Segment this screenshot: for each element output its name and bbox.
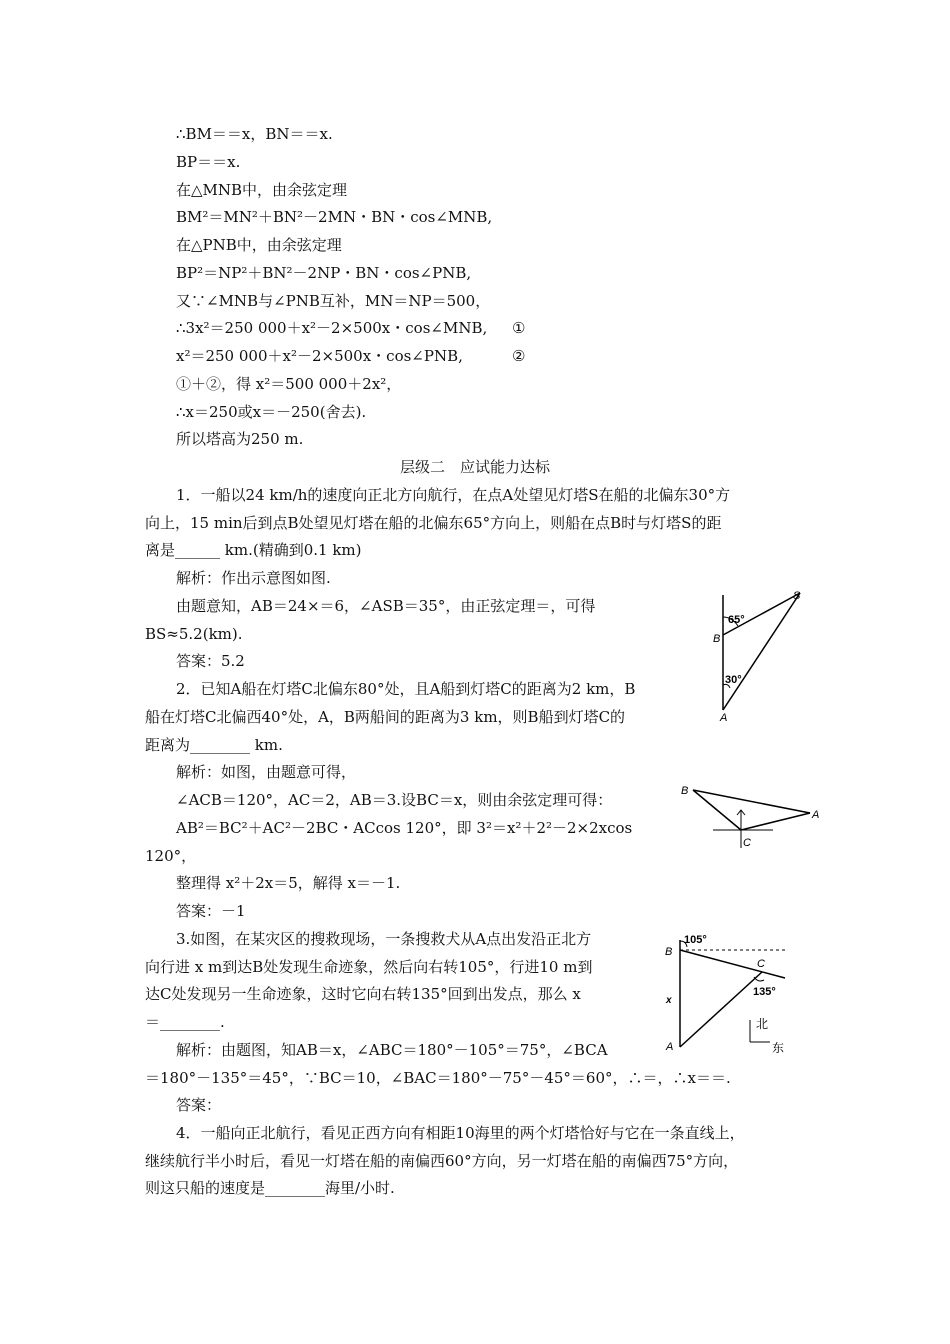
question-1-solution: BS≈5.2(km). bbox=[145, 625, 243, 643]
question-3-solution: ＝180°－135°＝45°，∵BC＝10，∠BAC＝180°－75°－45°＝60°，∴＝，∴x＝＝. bbox=[145, 1069, 731, 1087]
figure-3-angle-135: 135° bbox=[753, 986, 776, 998]
question-3-answer: 答案： bbox=[176, 1096, 222, 1114]
question-2-solution: 120°， bbox=[145, 847, 197, 865]
figure-2-label-c: C bbox=[743, 837, 751, 849]
solution-line: 在△PNB中，由余弦定理 bbox=[176, 236, 342, 254]
figure-3-east-label: 东 bbox=[772, 1041, 785, 1055]
solution-line: 所以塔高为250 m. bbox=[176, 430, 304, 448]
figure-1-label-s: S bbox=[793, 590, 801, 602]
question-4-line: 则这只船的速度是________海里/小时. bbox=[145, 1179, 395, 1197]
solution-line: 在△MNB中，由余弦定理 bbox=[176, 181, 348, 199]
question-3-solution: 解析：由题图，知AB＝x，∠ABC＝180°－105°＝75°，∠BCA bbox=[176, 1041, 608, 1059]
figure-2-label-b: B bbox=[681, 785, 689, 797]
question-1-solution: 解析：作出示意图如图. bbox=[176, 569, 331, 587]
figure-1-angle-30: 30° bbox=[725, 674, 742, 686]
figure-3-label-x: x bbox=[666, 995, 672, 1006]
solution-line: BP＝＝x. bbox=[176, 153, 241, 171]
question-1-answer: 答案：5.2 bbox=[176, 652, 245, 670]
solution-line: ∴x＝250或x＝－250(舍去). bbox=[176, 403, 367, 421]
figure-1-label-a: A bbox=[720, 712, 728, 724]
question-2-solution: AB²＝BC²＋AC²－2BC・ACcos 120°，即 3²＝x²＋2²－2×2xcos bbox=[176, 819, 633, 837]
figure-3-label-a: A bbox=[666, 1041, 674, 1053]
question-1-line: 向上，15 min后到点B处望见灯塔在船的北偏东65°方向上，则船在点B时与灯塔S的距 bbox=[145, 514, 722, 532]
question-4-line: 继续航行半小时后，看见一灯塔在船的南偏西60°方向，另一灯塔在船的南偏西75°方向， bbox=[145, 1152, 739, 1170]
figure-2-triangle bbox=[678, 780, 828, 855]
question-4-line: 4．一船向正北航行，看见正西方向有相距10海里的两个灯塔恰好与它在一条直线上， bbox=[176, 1124, 745, 1142]
solution-line: ∴BM＝＝x，BN＝＝x. bbox=[176, 125, 333, 143]
question-1-line: 1．一船以24 km/h的速度向正北方向航行，在点A处望见灯塔S在船的北偏东30°方 bbox=[176, 486, 731, 504]
figure-3-angle-105: 105° bbox=[684, 934, 707, 946]
equation-mark-2: ② bbox=[512, 347, 526, 365]
figure-1-triangle bbox=[710, 585, 820, 725]
question-2-solution: 整理得 x²＋2x＝5，解得 x＝－1. bbox=[176, 874, 401, 892]
solution-line: 又∵∠MNB与∠PNB互补，MN＝NP＝500， bbox=[176, 292, 491, 310]
figure-3-triangle bbox=[660, 925, 795, 1055]
question-1-line: 离是______ km.(精确到0.1 km) bbox=[145, 541, 362, 559]
figure-2-label-a: A bbox=[812, 809, 820, 821]
question-3-line: 3.如图，在某灾区的搜救现场，一条搜救犬从A点出发沿正北方 bbox=[176, 930, 592, 948]
question-2-line: 2．已知A船在灯塔C北偏东80°处，且A船到灯塔C的距离为2 km，B bbox=[176, 680, 636, 698]
equation-mark-1: ① bbox=[512, 319, 526, 337]
question-2-line: 距离为________ km. bbox=[145, 736, 283, 754]
solution-line: ∴3x²＝250 000＋x²－2×500x・cos∠MNB, bbox=[176, 319, 488, 337]
figure-3-label-b: B bbox=[665, 946, 673, 958]
question-3-line: 向行进 x m到达B处发现生命迹象，然后向右转105°，行进10 m到 bbox=[145, 958, 593, 976]
question-2-solution: ∠ACB＝120°，AC＝2，AB＝3.设BC＝x，则由余弦定理可得： bbox=[176, 791, 613, 809]
solution-line: ①＋②，得 x²＝500 000＋2x²， bbox=[176, 375, 402, 393]
figure-1-angle-65: 65° bbox=[728, 614, 745, 626]
solution-line: BP²＝NP²＋BN²－2NP・BN・cos∠PNB, bbox=[176, 264, 472, 282]
solution-line: BM²＝MN²＋BN²－2MN・BN・cos∠MNB, bbox=[176, 208, 493, 226]
question-3-line: 达C处发现另一生命迹象，这时它向右转135°回到出发点，那么 x bbox=[145, 985, 581, 1003]
figure-3-north-label: 北 bbox=[756, 1017, 769, 1031]
question-2-line: 船在灯塔C北偏西40°处，A，B两船间的距离为3 km，则B船到灯塔C的 bbox=[145, 708, 626, 726]
question-3-line: ＝________. bbox=[145, 1013, 225, 1031]
section-title: 层级二 应试能力达标 bbox=[399, 458, 550, 476]
question-2-solution: 解析：如图，由题意可得， bbox=[176, 763, 357, 781]
figure-3-label-c: C bbox=[757, 958, 765, 970]
figure-1-label-b: B bbox=[713, 633, 721, 645]
solution-line: x²＝250 000＋x²－2×500x・cos∠PNB, bbox=[176, 347, 463, 365]
question-1-solution: 由题意知，AB＝24×＝6，∠ASB＝35°，由正弦定理＝，可得 bbox=[176, 597, 596, 615]
question-2-answer: 答案：－1 bbox=[176, 902, 246, 920]
